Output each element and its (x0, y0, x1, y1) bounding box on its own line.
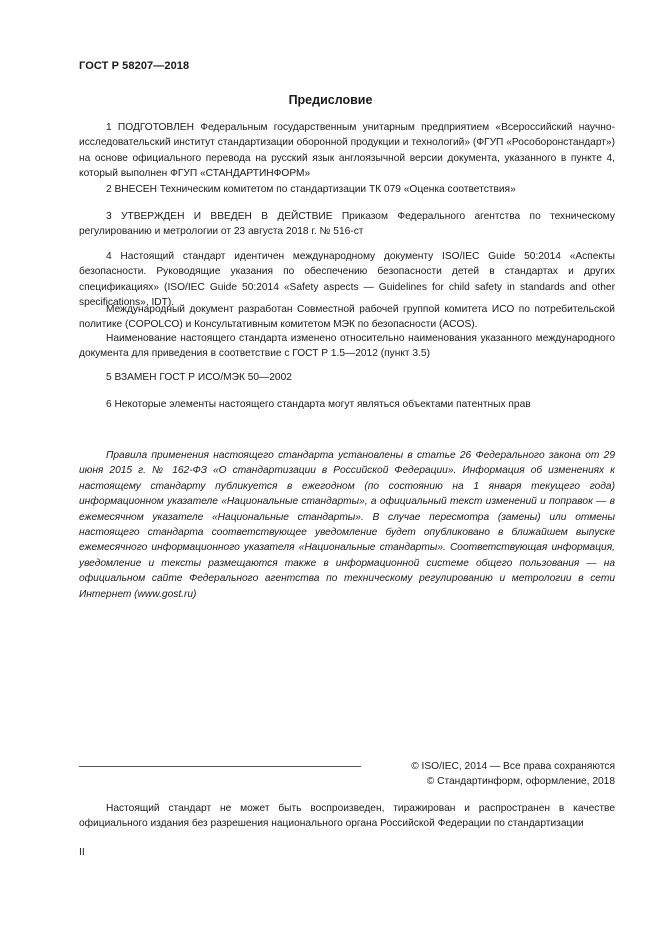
copyright-standartinform: © Стандартинформ, оформление, 2018 (426, 776, 615, 787)
document-code: ГОСТ Р 58207—2018 (79, 60, 190, 72)
application-rules-notice: Правила применения настоящего стандарта установлены в статье 26 Федерального закона от 29 июня 2015 г. № 162-ФЗ «О стандартизации в Российской Федерации». Информация об изменениях к настоящему стандарту публикуется в ежегодном (по состоянию на 1 января текущего года) информационном указателе «Национальные стандарты», а официальный текст изменений и поправок — в ежемесячном указателе «Национальные стандарты». В случае пересмотра (замены) или отмены настоящего стандарта соответствующее уведомление будет опубликовано в ближайшем выпуске ежемесячного информационного указателя «Национальные стандарты». Соответствующая информация, уведомление и тексты размещаются также в информационной системе общего пользования — на официальном сайте Федерального агентства по техническому регулированию и метрологии в сети Интернет (www.gost.ru) (79, 450, 615, 600)
reproduction-notice: Настоящий стандарт не может быть воспроизведен, тиражирован и распространен в качестве официального издания без разрешения национального органа Российской Федерации по стандартизации (79, 803, 615, 830)
page-title: Предисловие (288, 93, 373, 107)
foreword-item-2: 2 ВНЕСЕН Техническим комитетом по стандартизации ТК 079 «Оценка соответствия» (106, 184, 516, 195)
foreword-item-1: 1 ПОДГОТОВЛЕН Федеральным государственным унитарным предприятием «Всероссийский научно-исследовательский институт стандартизации оборонной продукции и технологий» (ФГУП «Рособоронстандарт») на основе официального перевода на русский язык англоязычной версии документа, указанного в пункте 4, который выполнен ФГУП «СТАНДАРТИНФОРМ» (79, 122, 615, 180)
divider-line (79, 766, 361, 767)
foreword-item-5: 5 ВЗАМЕН ГОСТ Р ИСО/МЭК 50—2002 (106, 372, 292, 383)
foreword-item-4-name-change: Наименование настоящего стандарта изменено относительно наименования указанного международного документа для приведения в соответствие с ГОСТ Р 1.5—2012 (пункт 3.5) (79, 333, 615, 360)
foreword-item-6: 6 Некоторые элементы настоящего стандарта могут являться объектами патентных прав (106, 399, 531, 410)
foreword-item-3: 3 УТВЕРЖДЕН И ВВЕДЕН В ДЕЙСТВИЕ Приказом Федерального агентства по техническому регулированию и метрологии от 23 августа 2018 г. № 516-ст (79, 211, 615, 238)
foreword-item-4: 4 Настоящий стандарт идентичен международному документу ISO/IEC Guide 50:2014 «Аспекты безопасности. Руководящие указания по обеспечению безопасности детей в стандартах и других спецификациях» (ISO/IEC Guide 50:2014 «Safety aspects — Guidelines for child safety in standards and other specifications», IDT). (79, 251, 615, 309)
page-number: II (79, 846, 85, 858)
copyright-iso-iec: © ISO/IEC, 2014 — Все права сохраняются (411, 761, 615, 772)
foreword-item-4-developer: Международный документ разработан Совместной рабочей группой комитета ИСО по потребительской политике (COPOLCO) и Консультативным комитетом МЭК по безопасности (ACOS). (79, 304, 615, 331)
